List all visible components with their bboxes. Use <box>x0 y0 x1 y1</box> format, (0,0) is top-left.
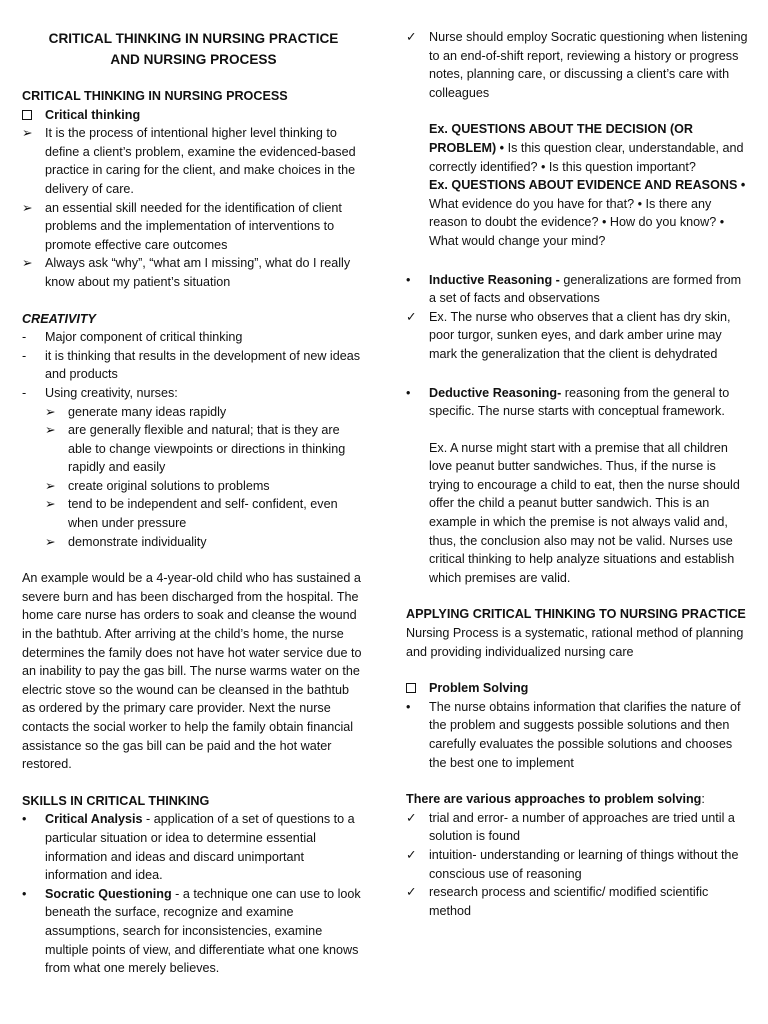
check-item-text: trial and error- a number of approaches are tried until a solution is found <box>429 810 735 844</box>
sub-list-item-text: tend to be independent and self- confident, even when under pressure <box>68 497 338 531</box>
sub-list-item <box>22 421 365 477</box>
term-label: Inductive Reasoning - <box>429 272 560 287</box>
sub-list-item-text: are generally flexible and natural; that is they are able to change viewpoints or directions in thinking rapidly and easily <box>68 423 346 475</box>
list-item-text: Using creativity, nurses: <box>45 385 178 400</box>
list-item <box>22 254 365 291</box>
arrow-bullet-icon: ➢ <box>45 534 56 549</box>
list-item-text: an essential skill needed for the identification of client problems and the implementation of interventions to promote effective care outcomes <box>45 200 342 252</box>
sub-list-item-text: demonstrate individuality <box>68 534 207 549</box>
approaches-heading-colon: : <box>701 792 705 807</box>
example-paragraph: An example would be a 4-year-old child who has sustained a severe burn and has been discharged from the hospital. The home care nurse has orders to soak and cleanse the wound in the bathtub. After arriving at the child’s home, the nurse determines the family does not have hot water service due to an inability to pay the gas bill. The nurse warms water on the electric stove so the wound can be cleansed in the bathtub as ordered by the primary care provider. Next the nurse contacts the social worker to help the family obtain financial assistance so the gas bill can be paid and the hot water restored. <box>22 571 362 772</box>
sub-list-item <box>22 495 365 532</box>
checkbox-square-icon <box>22 106 42 126</box>
checkbox-square-icon <box>406 679 426 699</box>
section-heading-applying: APPLYING CRITICAL THINKING TO NURSING PRACTICE <box>406 607 746 622</box>
boxed-item-critical-thinking <box>22 106 365 125</box>
left-column <box>22 28 365 978</box>
round-bullet-icon: • <box>406 699 411 714</box>
check-item <box>406 308 748 364</box>
check-item <box>406 28 748 102</box>
term-definition: generalizations are formed from a set of facts and observations <box>429 272 742 306</box>
section-heading-creativity: CREATIVITY <box>22 311 96 326</box>
section-heading-critical-thinking-process: CRITICAL THINKING IN NURSING PROCESS <box>22 89 288 103</box>
arrow-bullet-icon: ➢ <box>22 126 33 141</box>
check-item-text: Ex. The nurse who observes that a client has dry skin, poor turgor, sunken eyes, and dark amber urine may mark the generalization that the client is dehydrated <box>429 309 731 361</box>
list-item-text: The nurse obtains information that clarifies the nature of the problem and suggests possible solutions and then carefully evaluates the possible solutions and chooses the best one to implement <box>429 699 741 770</box>
approaches-heading-text: There are various approaches to problem solving <box>406 792 702 807</box>
approaches-heading <box>406 790 748 809</box>
list-item-socratic-questioning <box>22 885 365 978</box>
arrow-bullet-icon: ➢ <box>45 478 56 493</box>
check-item-text: Nurse should employ Socratic questioning when listening to an end-of-shift report, reviewing a history or progress notes, planning care, or discussing a client’s care with colleagues <box>429 30 748 100</box>
checkmark-icon: ✓ <box>406 309 417 324</box>
arrow-bullet-icon: ➢ <box>45 497 56 512</box>
list-item <box>406 698 748 772</box>
sub-list-item <box>22 477 365 496</box>
section-heading-skills: SKILLS IN CRITICAL THINKING <box>22 793 210 808</box>
boxed-item-label: Problem Solving <box>429 681 529 696</box>
term-definition: - application of a set of questions to a particular situation or idea to determine essential information and ideas and discard unimportant information and idea. <box>45 812 355 883</box>
term-label: Critical Analysis <box>45 812 143 827</box>
boxed-item-label: Critical thinking <box>45 107 141 122</box>
term-definition: reasoning from the general to specific. The nurse starts with conceptual framework. <box>429 385 730 419</box>
document-title: CRITICAL THINKING IN NURSING PRACTICE AND NURSING PROCESS <box>48 31 339 67</box>
arrow-bullet-icon: ➢ <box>22 256 33 271</box>
list-item <box>22 124 365 198</box>
arrow-bullet-icon: ➢ <box>45 404 56 419</box>
dash-bullet-icon: - <box>22 348 27 363</box>
questions-evidence-text: What evidence do you have for that? • Is there any reason to doubt the evidence? • How do you know? • What would change your mind? <box>429 196 725 248</box>
questions-decision <box>406 120 748 176</box>
check-item <box>406 809 748 846</box>
dash-bullet-icon: - <box>22 385 27 400</box>
questions-decision-text: Is this question clear, understandable, and correctly identified? • Is this question important? <box>429 140 744 174</box>
check-item-text: research process and scientific/ modified scientific method <box>429 885 709 918</box>
arrow-bullet-icon: ➢ <box>22 200 33 215</box>
list-item-deductive-reasoning <box>406 384 748 421</box>
checkmark-icon: ✓ <box>406 810 417 825</box>
list-item <box>22 347 365 384</box>
term-definition: - a technique one can use to look beneath the surface, recognize and examine assumptions, search for inconsistencies, examine multiple points of view, and differentiate what one knows from what one merely believes. <box>45 886 361 976</box>
term-label: Deductive Reasoning- <box>429 385 562 400</box>
deductive-example: Ex. A nurse might start with a premise that all children love peanut butter sandwiches. Thus, if the nurse is trying to encourage a child to eat, then the nurse should offer the child a peanut butter sandwich. This is an example in which the premise is not always valid and, thus, the conclusion also may not be valid. Nurses use critical thinking to help analyze situations and establish which premises are valid. <box>429 440 740 585</box>
list-item <box>22 199 365 255</box>
check-item <box>406 883 748 920</box>
list-item <box>22 384 365 403</box>
check-item-text: intuition- understanding or learning of things without the conscious use of reasoning <box>429 847 739 881</box>
round-bullet-icon: • <box>22 812 27 827</box>
list-item-text: It is the process of intentional higher level thinking to define a client’s problem, examine the evidenced-based practice in caring for the client, and make choices in the delivery of care. <box>45 126 356 196</box>
checkmark-icon: ✓ <box>406 885 417 900</box>
list-item-text: it is thinking that results in the development of new ideas and products <box>45 348 361 382</box>
sub-list-item <box>22 403 365 422</box>
right-column <box>406 28 748 920</box>
boxed-item-problem-solving <box>406 679 748 698</box>
questions-evidence <box>406 176 748 250</box>
term-label: Socratic Questioning <box>45 886 172 901</box>
sub-list-item-text: create original solutions to problems <box>68 478 270 493</box>
list-item-text: Always ask “why”, “what am I missing”, what do I really know about my patient’s situation <box>45 256 351 289</box>
checkmark-icon: ✓ <box>406 30 417 44</box>
round-bullet-icon: • <box>22 886 27 901</box>
sub-list-item-text: generate many ideas rapidly <box>68 404 227 419</box>
round-bullet-icon: • <box>406 272 411 287</box>
arrow-bullet-icon: ➢ <box>45 423 56 438</box>
checkmark-icon: ✓ <box>406 847 417 862</box>
applying-text: Nursing Process is a systematic, rational method of planning and providing individualized nursing care <box>406 626 744 659</box>
questions-decision-heading: Ex. QUESTIONS ABOUT THE DECISION (OR PROBLEM) • <box>429 122 694 155</box>
questions-evidence-heading: Ex. QUESTIONS ABOUT EVIDENCE AND REASONS • <box>429 178 746 193</box>
sub-list-item <box>22 533 365 552</box>
dash-bullet-icon: - <box>22 330 27 345</box>
list-item-inductive-reasoning <box>406 271 748 308</box>
round-bullet-icon: • <box>406 385 411 400</box>
list-item <box>22 328 365 347</box>
list-item-text: Major component of critical thinking <box>45 330 243 345</box>
list-item-critical-analysis <box>22 810 365 884</box>
check-item <box>406 846 748 883</box>
